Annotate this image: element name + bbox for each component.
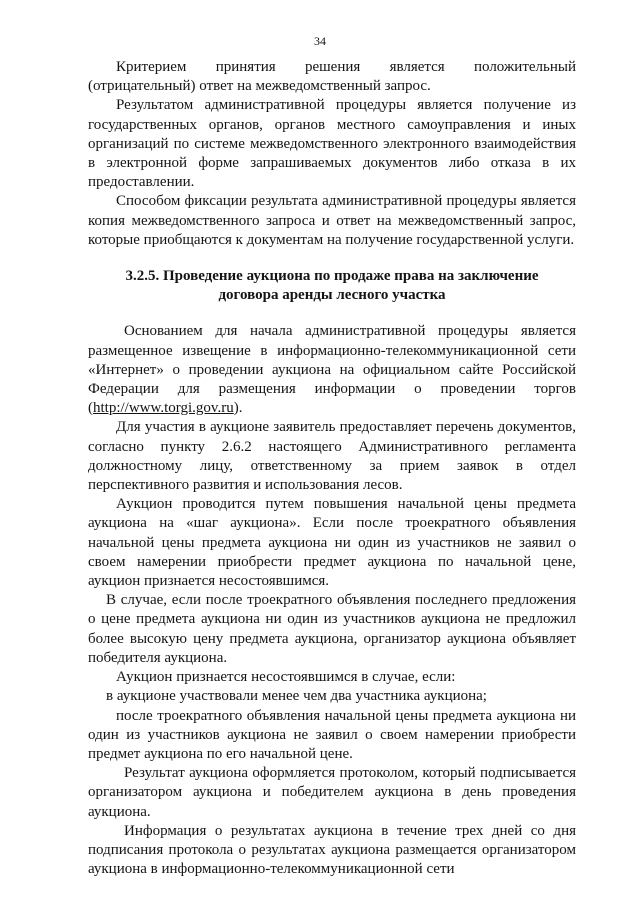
paragraph-fixation: Способом фиксации результата административной процедуры является копия межведомственного запроса и ответ на межведомственный запрос, которые приобщаются к документам на получение государственной услуги. bbox=[88, 193, 576, 248]
paragraph-participation: Для участия в аукционе заявитель предоставляет перечень документов, согласно пункту 2.6.2 настоящего Административного регламента должностному лицу, ответственному за прием заявок в отдел перспективного развития и использования лесов. bbox=[88, 419, 576, 494]
paragraph-condition-participants: в аукционе участвовали менее чем два участника аукциона; bbox=[106, 688, 487, 705]
paragraph-auction-process: Аукцион проводится путем повышения начальной цены предмета аукциона на «шаг аукциона». Если после троекратного объявления начальной цены предмета аукциона ни один из участников не заявил о своем намерении приобрести предмет аукциона по начальной цене, аукцион признается несостоявшимся. bbox=[88, 496, 576, 590]
paragraph-basis-tail: ). bbox=[233, 400, 243, 417]
torgi-site-link[interactable]: http://www.torgi.gov.ru bbox=[93, 400, 234, 417]
paragraph-basis-text: Основанием для начала административной процедуры является размещенное извещение в информационно-телекоммуникационной сети «Интернет» о проведении аукциона на официальном сайте Российской Федерации для размещения информации о проведении торгов ( bbox=[88, 323, 576, 417]
paragraph-criterion: Критерием принятия решения является положительный (отрицательный) ответ на межведомственный запрос. bbox=[88, 59, 576, 95]
paragraph-result: Результатом административной процедуры является получение из государственных органов, органов местного самоуправления и иных организаций по системе межведомственного электронного взаимодействия в электронной форме запрашиваемых документов либо отказа в их предоставлении. bbox=[88, 97, 576, 191]
paragraph-basis bbox=[88, 322, 576, 418]
section-heading-line-2: договора аренды лесного участка bbox=[218, 287, 446, 304]
paragraph-condition-no-bid: после троекратного объявления начальной цены предмета аукциона ни один из участников аукциона не заявил о своем намерении приобрести предмет аукциона по его начальной цене. bbox=[88, 707, 576, 762]
paragraph-winner: В случае, если после троекратного объявления последнего предложения о цене предмета аукциона ни один из участников аукциона не предложил более высокую цену предмета аукциона, организатор аукциона объявляет победителя аукциона. bbox=[88, 592, 576, 666]
document-body bbox=[88, 58, 576, 879]
paragraph-publication: Информация о результатах аукциона в течение трех дней со дня подписания протокола о результатах аукциона размещается организатором аукциона в информационно-телекоммуникационной сети bbox=[88, 822, 576, 878]
paragraph-protocol: Результат аукциона оформляется протоколом, который подписывается организатором аукциона и победителем аукциона в день проведения аукциона. bbox=[88, 765, 576, 820]
section-heading bbox=[88, 267, 576, 305]
paragraph-failed-conditions: Аукцион признается несостоявшимся в случае, если: bbox=[116, 669, 456, 686]
section-heading-line-1: 3.2.5. Проведение аукциона по продаже права на заключение bbox=[125, 268, 539, 285]
page-number: 34 bbox=[314, 34, 326, 48]
